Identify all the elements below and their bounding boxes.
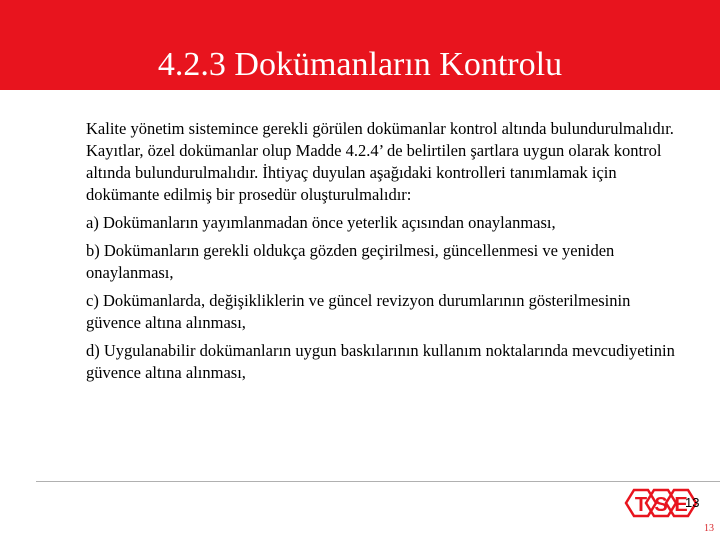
logo-page-number: 13 xyxy=(685,495,700,510)
list-item-b: b) Dokümanların gerekli oldukça gözden geçirilmesi, güncellenmesi ve yeniden onaylanması, xyxy=(86,241,615,282)
list-item-c: c) Dokümanlarda, değişikliklerin ve güncel revizyon durumlarının gösterilmesinin güvence altına alınması, xyxy=(86,291,631,332)
footer-divider xyxy=(36,481,720,482)
slide-number: 13 xyxy=(704,523,714,534)
intro-paragraph: Kalite yönetim sistemince gerekli görülen dokümanlar kontrol altında bulundurulmalıdır. Kayıtlar, özel dokümanlar olup Madde 4.2.4’ de belirtilen şartlara uygun olarak kontrol altında bulundurulmalıdır. İhtiyaç duyulan aşağıdaki kontrolleri tanımlamak için dokümante edilmiş bir prosedür oluşturulmalıdır: xyxy=(86,119,674,204)
title-divider xyxy=(0,91,720,93)
list-item-a: a) Dokümanların yayımlanmadan önce yeterlik açısından onaylanması, xyxy=(86,213,556,232)
slide-title: 4.2.3 Dokümanların Kontrolu xyxy=(157,46,563,83)
logo-letter-t: T xyxy=(634,494,648,516)
body-text xyxy=(86,118,686,390)
logo-letter-s: S xyxy=(654,494,668,516)
logo-letter-e: E xyxy=(674,494,688,516)
list-item-d: d) Uygulanabilir dokümanların uygun baskılarının kullanım noktalarında mevcudiyetinin güvence altına alınması, xyxy=(86,341,675,382)
